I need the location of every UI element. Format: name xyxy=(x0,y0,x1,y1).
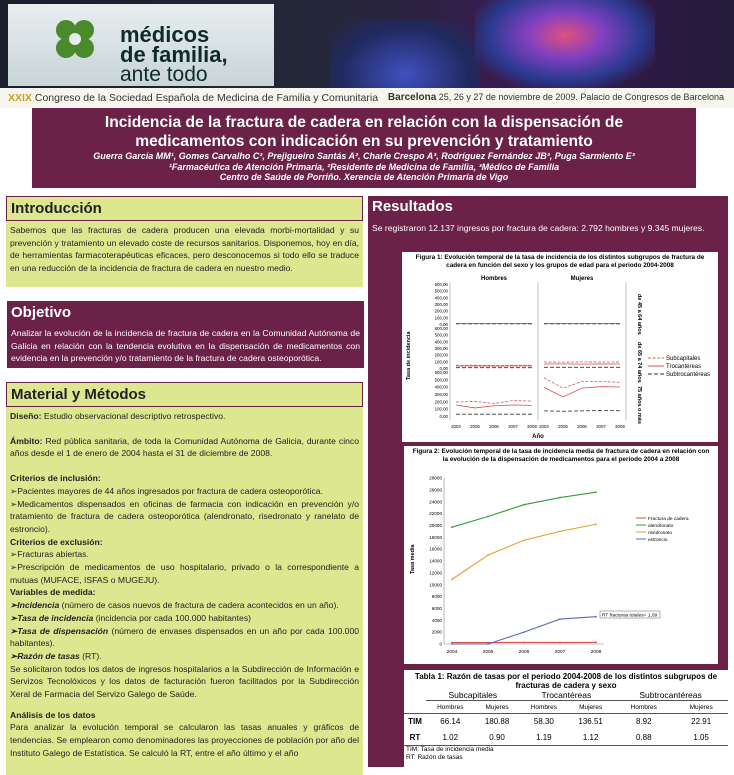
f2-ytick-label: 2000 xyxy=(432,630,443,635)
f2-data-point xyxy=(559,618,561,620)
f2-legend-3: risedronato xyxy=(648,530,672,536)
f2-data-point xyxy=(487,554,489,556)
var-4 xyxy=(10,650,359,663)
congress-bar xyxy=(0,88,734,108)
table-group-row xyxy=(404,690,728,701)
title-line-2: medicamentos con indicación en su prevención y tratamiento xyxy=(32,132,696,151)
table-row xyxy=(404,714,728,730)
table-group-3: Subtrocantéreas xyxy=(613,690,728,701)
table-cell: 22.91 xyxy=(674,714,728,730)
inclusion-label: Criterios de inclusión: xyxy=(10,472,359,485)
f1-ytick-label: 500,00 xyxy=(435,333,449,338)
poster-title xyxy=(32,113,696,151)
f2-ytick-label: 24000 xyxy=(429,499,442,504)
f2-data-point xyxy=(523,631,525,633)
table-cell: 1.12 xyxy=(568,730,613,746)
f2-data-point xyxy=(595,491,597,493)
f1-xtick-label: 2006 xyxy=(489,424,499,429)
f2-ytick-label: 20000 xyxy=(429,523,442,528)
table-cell: 180.88 xyxy=(475,714,520,730)
table-1-caption: Tabla 1: Razón de tasas por el periodo 2004-2008 de los distintos subgrupos de fracturas de cadera y sexo xyxy=(404,670,728,690)
f1-row3: 75 años o más xyxy=(636,386,642,424)
intro-text: Sabemos que las fracturas de cadera producen una elevada morbi-mortalidad y su prevención y tratamiento un elevado coste de recursos sanitarios. Disponemos, hoy en día, de herramientas farmacoterapéuticas eficaces, pero desconocemos si todo ello se traduce en una reducción de la incidencia de fractura de cadera en nuestro medio. xyxy=(6,221,363,287)
figure-2 xyxy=(404,446,718,664)
f2-data-point xyxy=(523,539,525,541)
f1-col-mujeres: Mujeres xyxy=(571,276,594,282)
f2-ytick-label: 10000 xyxy=(429,582,442,587)
f1-ytick-label: 300,00 xyxy=(435,346,449,351)
table-cell: 8.92 xyxy=(613,714,674,730)
f1-ytick-label: 100,00 xyxy=(435,407,449,412)
f2-xtick-label: 2007 xyxy=(555,649,566,655)
f1-xtick-label: 2007 xyxy=(508,424,518,429)
results-heading: Resultados xyxy=(372,198,453,215)
table-cell: 1.02 xyxy=(426,730,475,746)
var-1 xyxy=(10,599,359,612)
f2-data-point xyxy=(559,497,561,499)
congress-dates: 25, 26 y 27 de noviembre de 2009. Palacio de Congresos de Barcelona xyxy=(439,92,724,102)
figure-2-chart xyxy=(404,464,718,664)
objetivo-heading: Objetivo xyxy=(7,301,364,324)
f1-xtick-label: 2006 xyxy=(577,424,587,429)
logo-line-3: ante todo xyxy=(120,63,208,87)
f1-xtick-label: 2005 xyxy=(558,424,568,429)
var-2-text: (incidencia por cada 100.000 habitantes) xyxy=(96,613,251,623)
f2-ytick-label: 14000 xyxy=(429,559,442,564)
table-row xyxy=(404,730,728,746)
f1-xtick-label: 2008 xyxy=(615,424,625,429)
figure-1 xyxy=(402,252,718,442)
f1-xtick-label: 2004 xyxy=(539,424,549,429)
intro-section xyxy=(6,196,363,287)
f2-ytick-label: 0 xyxy=(439,642,442,647)
f2-data-point xyxy=(487,643,489,645)
ambito xyxy=(10,435,359,460)
var-4-text: (RT). xyxy=(82,651,101,661)
f2-legend-4: estroncio xyxy=(648,537,668,543)
table-sex: Mujeres xyxy=(568,701,613,714)
var-1-text: (número de casos nuevos de fractura de cadera acontecidos en un año). xyxy=(62,600,339,610)
objetivo-text: Analizar la evolución de la incidencia de fractura de cadera en la Comunidad Autónoma de Galicia en relación con la tendencia evolutiva en la dispensación de medicamentos con evidencia en la prevención y/o tratamiento de la fractura de cadera osteoporótica. xyxy=(7,324,364,368)
intro-heading: Introducción xyxy=(6,196,363,221)
table-1-footnote-1: TIM: Tasa de incidencia media xyxy=(404,746,728,754)
table-cell: 1.19 xyxy=(520,730,569,746)
figure-2-caption: Figura 2: Evolución temporal de la tasa de incidencia media de fractura de cadera en relación con la evolución de la dispensación de medicamentos para el periodo 2004 a 2008 xyxy=(404,446,718,463)
f1-ylabel: Tasa de incidencia xyxy=(406,331,412,380)
f2-data-point xyxy=(451,643,453,645)
title-line-1: Incidencia de la fractura de cadera en relación con la dispensación de xyxy=(32,113,696,132)
table-group-2: Trocantéreas xyxy=(520,690,614,701)
var-2 xyxy=(10,612,359,625)
f2-data-point xyxy=(559,642,561,644)
table-sex: Mujeres xyxy=(674,701,728,714)
table-group-1: Subcapitales xyxy=(426,690,520,701)
var-4-name: ➢Razón de tasas xyxy=(10,651,80,661)
f2-series-line xyxy=(452,492,596,527)
ambito-label: Ámbito: xyxy=(10,436,42,446)
f2-xtick-label: 2008 xyxy=(591,649,602,655)
f2-ytick-label: 26000 xyxy=(429,487,442,492)
f1-xtick-label: 2007 xyxy=(596,424,606,429)
f2-data-point xyxy=(595,523,597,525)
f1-ytick-label: 600,00 xyxy=(435,282,449,287)
ambito-text: Red pública sanitaria, de toda la Comunidad Autónoma de Galicia, durante cinco años desde el 1 de enero de 2004 hasta el 31 de diciembre de 2008. xyxy=(10,436,359,459)
table-row-label: RT xyxy=(404,730,426,746)
f2-data-point xyxy=(595,616,597,618)
f1-ytick-label: 600,00 xyxy=(435,326,449,331)
exclusion-1: ➢Fracturas abiertas. xyxy=(10,548,359,561)
table-1 xyxy=(404,670,728,767)
f2-ytick-label: 4000 xyxy=(432,618,443,623)
f1-row1: de 45 a 64 años xyxy=(636,294,642,335)
metodos-heading: Material y Métodos xyxy=(6,382,363,407)
f2-ytick-label: 28000 xyxy=(429,476,442,481)
f2-data-point xyxy=(523,642,525,644)
f2-xtick-label: 2004 xyxy=(447,649,458,655)
f1-ytick-label: 500,00 xyxy=(435,289,449,294)
f1-ytick-label: 200,00 xyxy=(435,399,449,404)
table-cell: 136.51 xyxy=(568,714,613,730)
var-3-text: (número de envases dispensados en un año por cada 100.000 habitantes). xyxy=(10,626,359,649)
f1-ytick-label: 100,00 xyxy=(435,315,449,320)
f2-data-point xyxy=(523,504,525,506)
logo-line-2: de familia, xyxy=(120,42,228,68)
table-cell: 0.88 xyxy=(613,730,674,746)
affiliations: ¹Farmacéutica de Atención Primaria, ²Residente de Medicina de Familia, ³Médico de Familia xyxy=(32,162,696,173)
table-1-footnote-2: RT: Razón de tasas xyxy=(404,754,728,762)
var-2-name: ➢Tasa de incidencia xyxy=(10,613,93,623)
var-1-name: ➢Incidencia xyxy=(10,600,59,610)
table-1-grid xyxy=(404,690,728,746)
metodos-section xyxy=(6,382,363,775)
f1-xtick-label: 2004 xyxy=(451,424,461,429)
building-image xyxy=(330,20,480,88)
left-column xyxy=(6,196,363,767)
torre-agbar-image xyxy=(475,0,655,88)
f1-xtick-label: 2008 xyxy=(527,424,537,429)
congress-name: Congreso de la Sociedad Española de Medicina de Familia y Comunitaria xyxy=(35,92,378,104)
table-cell: 66.14 xyxy=(426,714,475,730)
f1-row2: de 65 a 74 años xyxy=(636,342,642,383)
table-cell: 58.30 xyxy=(520,714,569,730)
sources-text: Se solicitaron todos los datos de ingresos hospitalarios a la Subdirección de Información e Servizos Tecnolóxicos y los datos de facturación fueron facilitados por la Subdirección Xeral de Farmacia del Servizo Galego de Saúde. xyxy=(10,663,359,701)
f2-xtick-label: 2005 xyxy=(483,649,494,655)
f1-ytick-label: 400,00 xyxy=(435,339,449,344)
results-text: Se registraron 12.137 ingresos por fractura de cadera: 2.792 hombres y 9.345 mujeres. xyxy=(372,222,724,235)
f2-xtick-label: 2006 xyxy=(519,649,530,655)
var-3-name: ➢Tasa de dispensación xyxy=(10,626,108,636)
f1-ytick-label: 300,00 xyxy=(435,392,449,397)
f1-ytick-label: 100,00 xyxy=(435,359,449,364)
f2-ytick-label: 12000 xyxy=(429,570,442,575)
f1-ytick-label: 0,00 xyxy=(439,366,448,371)
f2-ytick-label: 6000 xyxy=(432,606,443,611)
f2-ytick-label: 22000 xyxy=(429,511,442,516)
f1-ytick-label: 400,00 xyxy=(435,295,449,300)
logo xyxy=(8,4,274,86)
logo-line-1: médicos xyxy=(120,22,209,48)
f2-ytick-label: 16000 xyxy=(429,547,442,552)
f2-ytick-label: 8000 xyxy=(432,594,443,599)
f2-data-point xyxy=(487,516,489,518)
table-sex: Hombres xyxy=(613,701,674,714)
results-column xyxy=(368,196,728,767)
table-sex-row xyxy=(404,701,728,714)
f1-legend-1: Subcapitales xyxy=(666,356,700,362)
figure-1-caption: Figura 1: Evolución temporal de la tasa de incidencia de los distintos subgrupos de fractura de cadera en función del sexo y los grupos de edad para el periodo 2004-2008 xyxy=(402,252,718,269)
table-cell: 1.05 xyxy=(674,730,728,746)
f2-legend-2: alendronato xyxy=(648,523,674,529)
f2-data-point xyxy=(559,530,561,532)
centre: Centro de Saúde de Porriño. Xerencia de Atención Primaria de Vigo xyxy=(32,172,696,183)
diseno-text: Estudio observacional descriptivo retrospectivo. xyxy=(44,411,226,421)
banner xyxy=(0,0,734,88)
diseno xyxy=(10,410,359,423)
f2-legend xyxy=(636,516,689,543)
f1-ytick-label: 500,00 xyxy=(435,377,449,382)
f2-series-line xyxy=(452,617,596,644)
f1-ytick-label: 200,00 xyxy=(435,309,449,314)
inclusion-2: ➢Medicamentos dispensados en oficinas de farmacia con indicación en prevención y/o tratamiento de fractura de cadera osteoporótica (alendronato, risedronato y ranelato de estroncio). xyxy=(10,498,359,536)
table-row-label: TIM xyxy=(404,714,426,730)
table-sex: Hombres xyxy=(426,701,475,714)
logo-flower-icon xyxy=(8,4,108,86)
exclusion-label: Criterios de exclusión: xyxy=(10,536,359,549)
diseno-label: Diseño: xyxy=(10,411,42,421)
authors: Guerra García MM¹, Gomes Carvalho C², Prejigueiro Santás A², Charle Crespo A³, Rodríguez Fernández JB³, Puga Sarmiento E³ xyxy=(32,151,696,162)
f1-series-line xyxy=(544,411,620,412)
f2-data-point xyxy=(451,578,453,580)
title-box xyxy=(32,108,696,188)
objetivo-section xyxy=(6,300,365,369)
f1-series-line xyxy=(544,387,620,397)
f1-series-line xyxy=(456,401,532,404)
f2-series-line xyxy=(452,524,596,579)
congress-number: XXIX xyxy=(8,92,32,104)
f2-legend-1: Fractura de cadera xyxy=(648,516,689,522)
f2-rt-label: RT fracturas totales= 1,09 xyxy=(602,613,657,619)
variables-label: Variables de medida: xyxy=(10,586,359,599)
f1-ytick-label: 0,00 xyxy=(439,322,448,327)
f2-ylabel: Tasa media xyxy=(410,544,416,574)
var-3 xyxy=(10,625,359,650)
f2-data-point xyxy=(595,642,597,644)
f1-legend-2: Trocantéreas xyxy=(666,364,701,370)
f1-xlabel: Año xyxy=(532,434,544,440)
inclusion-1: ➢Pacientes mayores de 44 años ingresados por fractura de cadera osteoporótica. xyxy=(10,485,359,498)
analisis-text: Para analizar la evolución temporal se calcularon las tasas anuales y gráficos de tendencias. Se emplearon como denominadores las proyecciones de población por año del Instituto Galego de Estatística. Se calculó la RT, entre el año último y el año xyxy=(10,721,359,759)
f2-ytick-label: 18000 xyxy=(429,535,442,540)
exclusion-2: ➢Prescripción de medicamentos de uso hospitalario, privado o la correspondiente a mutuas (MUFACE, ISFAS o MUGEJU). xyxy=(10,561,359,586)
f1-ytick-label: 0,00 xyxy=(439,414,448,419)
f1-ytick-label: 600,00 xyxy=(435,370,449,375)
f1-col-hombres: Hombres xyxy=(481,276,508,282)
f1-ytick-label: 200,00 xyxy=(435,353,449,358)
f2-data-point xyxy=(451,526,453,528)
table-sex: Hombres xyxy=(520,701,569,714)
f1-series-line xyxy=(456,405,532,408)
table-cell: 0.90 xyxy=(475,730,520,746)
figure-1-chart xyxy=(402,270,718,442)
analisis-label: Análisis de los datos xyxy=(10,709,359,722)
f1-legend-3: Subtrocantéreas xyxy=(666,372,710,378)
metodos-body xyxy=(6,407,363,775)
f1-xtick-label: 2005 xyxy=(470,424,480,429)
f1-ytick-label: 400,00 xyxy=(435,385,449,390)
f1-ytick-label: 300,00 xyxy=(435,302,449,307)
congress-city: Barcelona xyxy=(388,92,436,103)
table-sex: Mujeres xyxy=(475,701,520,714)
